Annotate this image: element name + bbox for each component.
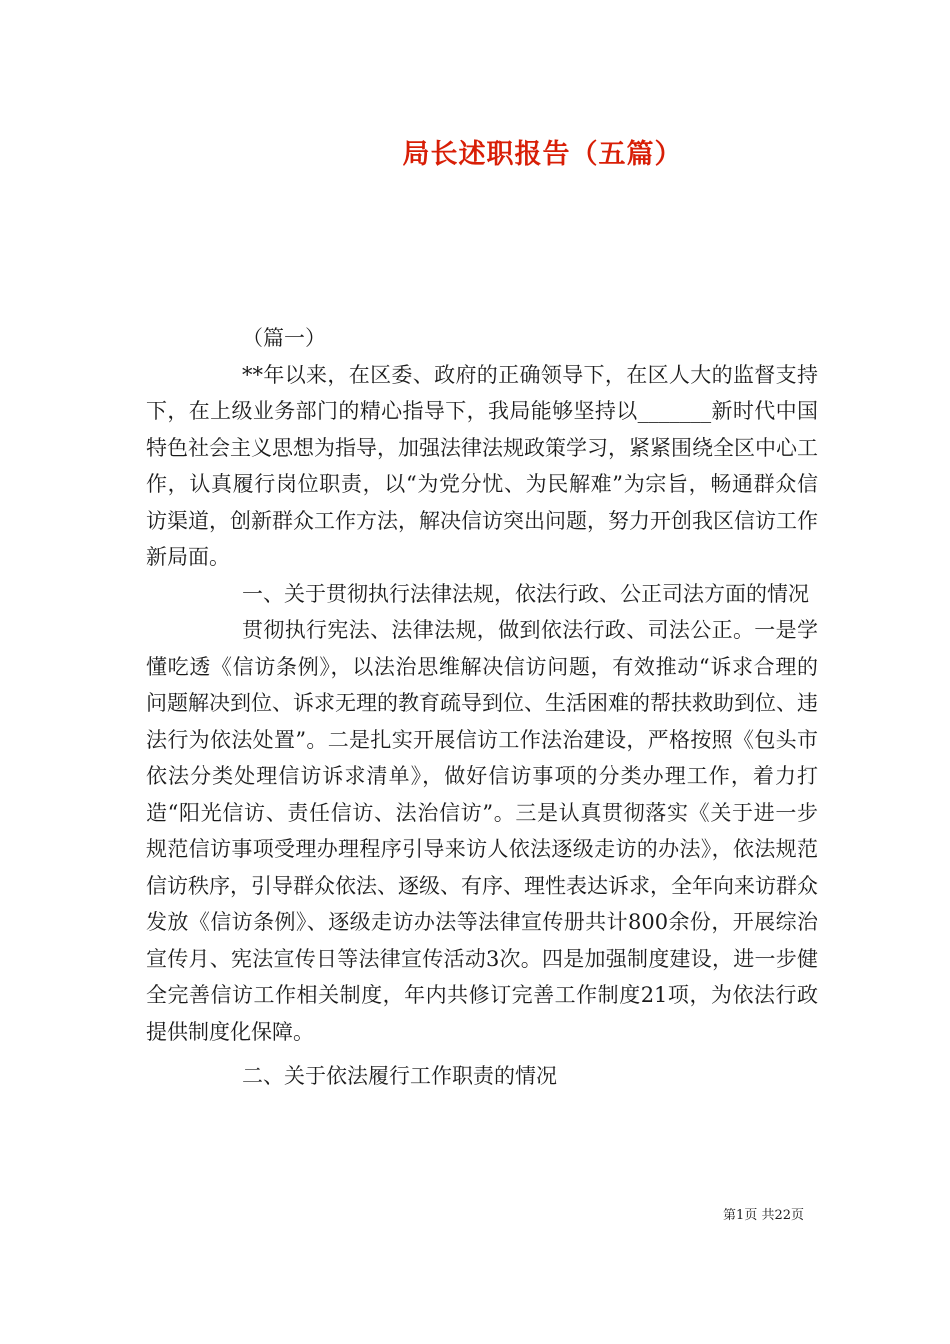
- document-body: [146, 320, 818, 1095]
- section-heading-2: 二、关于依法履行工作职责的情况: [242, 1064, 557, 1088]
- part-label: （篇一）: [242, 326, 326, 350]
- page-number-footer: 第1页 共22页: [723, 1208, 804, 1223]
- paragraph-intro: **年以来，在区委、政府的正确领导下，在区人大的监督支持下，在上级业务部门的精心指导下，我局能够坚持以_______新时代中国特色社会主义思想为指导，加强法律法规政策学习，紧紧围绕全区中心工作，认真履行岗位职责，以“为党分忧、为民解难”为宗旨，畅通群众信访渠道，创新群众工作方法，解决信访突出问题，努力开创我区信访工作新局面。: [146, 362, 818, 569]
- section-heading-1: 一、关于贯彻执行法律法规，依法行政、公正司法方面的情况: [242, 581, 809, 606]
- document-title: 局长述职报告（五篇）: [402, 139, 683, 170]
- paragraph-section-1: 贯彻执行宪法、法律法规，做到依法行政、司法公正。一是学懂吃透《信访条例》，以法治思维解决信访问题，有效推动“诉求合理的问题解决到位、诉求无理的教育疏导到位、生活困难的帮扶救助到位、违法行为依法处置”。二是扎实开展信访工作法治建设，严格按照《包头市依法分类处理信访诉求清单》，做好信访事项的分类办理工作，着力打造“阳光信访、责任信访、法治信访”。三是认真贯彻落实《关于进一步规范信访事项受理办理程序引导来访人依法逐级走访的办法》，依法规范信访秩序，引导群众依法、逐级、有序、理性表达诉求，全年向来访群众发放《信访条例》、逐级走访办法等法律宣传册共计800余份，开展综治宣传月、宪法宣传日等法律宣传活动3次。四是加强制度建设，进一步健全完善信访工作相关制度，年内共修订完善工作制度21项，为依法行政提供制度化保障。: [146, 618, 818, 1044]
